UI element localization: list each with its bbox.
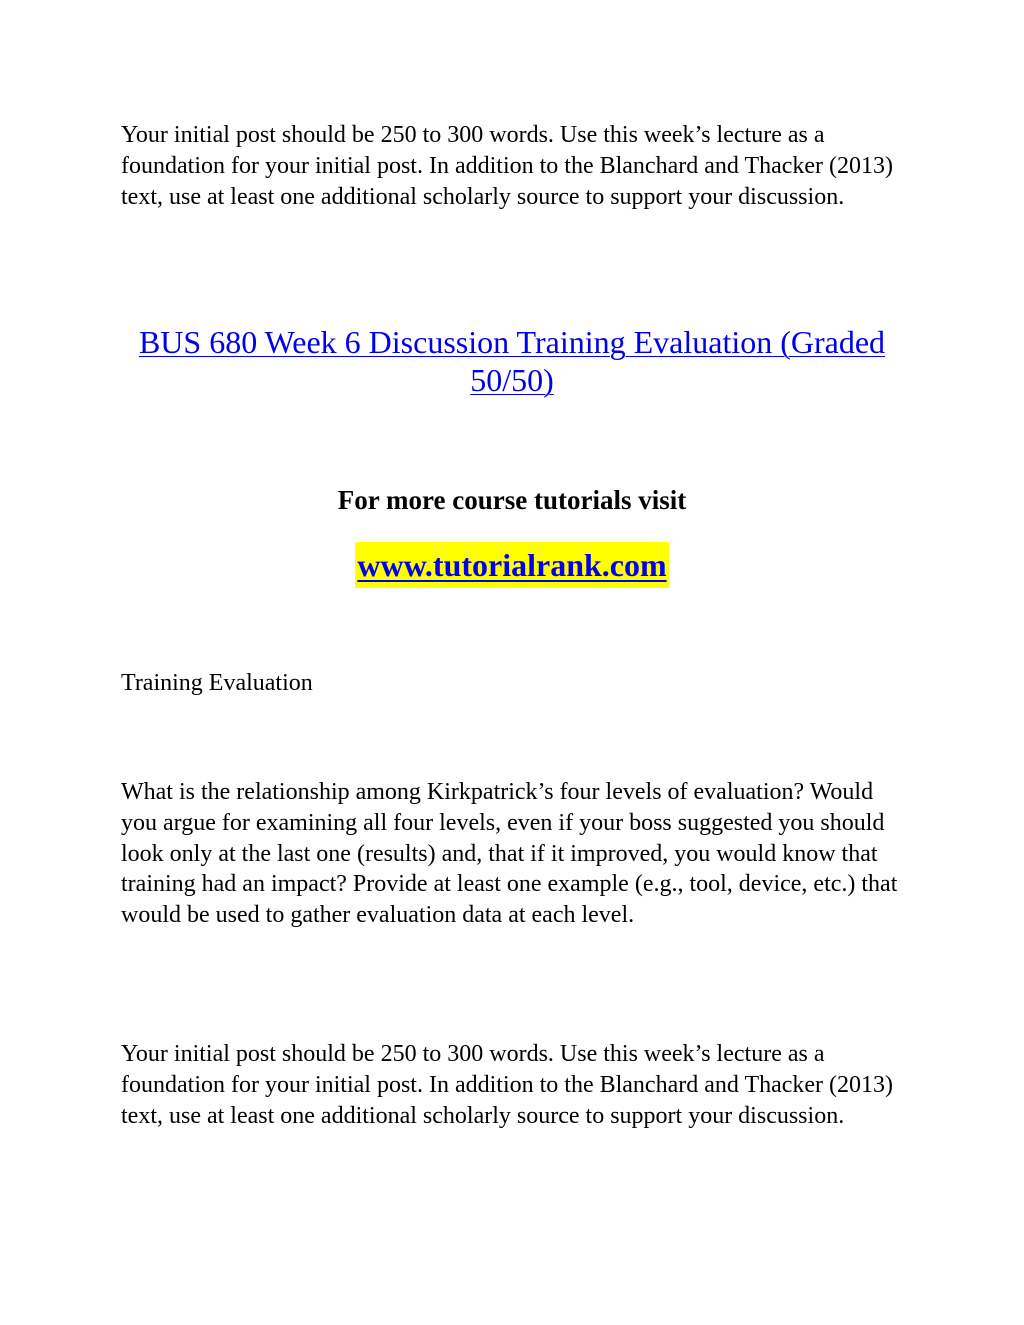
- website-link[interactable]: www.tutorialrank.com: [355, 542, 668, 588]
- closing-paragraph: Your initial post should be 250 to 300 words. Use this week’s lecture as a foundation for your initial post. In addition to the Blanchard and Thacker (2013) text, use at least one additional scholarly source to support your discussion.: [121, 1041, 894, 1129]
- course-title-link[interactable]: BUS 680 Week 6 Discussion Training Evaluation (Graded 50/50): [138, 324, 886, 398]
- tutorials-visit-text: For more course tutorials visit: [337, 485, 687, 515]
- intro-paragraph: Your initial post should be 250 to 300 words. Use this week’s lecture as a foundation for your initial post. In addition to the Blanchard and Thacker (2013) text, use at least one additional scholarly source to support your discussion.: [121, 122, 894, 210]
- website-link-container: [0, 542, 1024, 588]
- question-paragraph: What is the relationship among Kirkpatrick’s four levels of evaluation? Would you argue for examining all four levels, even if your boss suggested you should look only at the last one (results) and, that if it improved, you would know that training had an impact? Provide at least one example (e.g., tool, device, etc.) that would be used to gather evaluation data at each level.: [121, 779, 898, 929]
- section-heading: Training Evaluation: [121, 670, 313, 696]
